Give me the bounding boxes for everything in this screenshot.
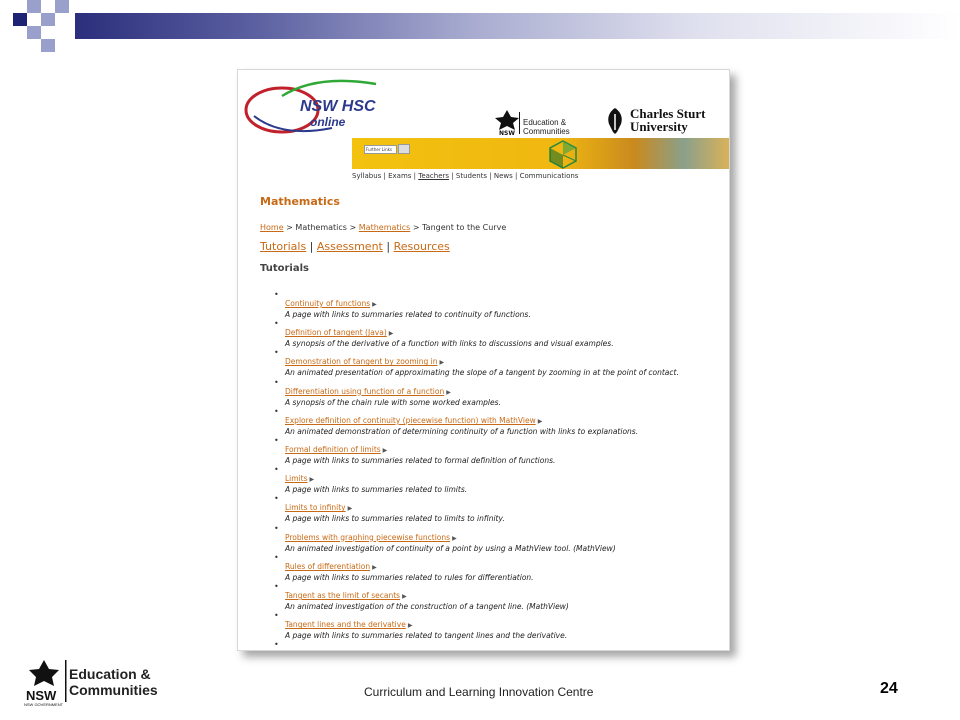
slide-header-bar [0, 0, 960, 56]
tutorial-link[interactable]: Formal definition of limits [285, 445, 381, 455]
header-square [55, 0, 69, 13]
tutorial-link[interactable]: Demonstration of tangent by zooming in [285, 357, 438, 367]
tutorial-item [274, 349, 719, 378]
svg-text:NSW: NSW [499, 130, 515, 136]
site-top-nav: Syllabus | Exams | Teachers | Students | News | Communications [352, 172, 579, 180]
section-title: Mathematics [260, 195, 340, 208]
csu-line1: Charles Sturt [630, 106, 706, 121]
breadcrumb-sep1: > Mathematics > [283, 223, 359, 232]
site-logo-subtitle: online [310, 115, 346, 129]
section-tabs: Tutorials | Assessment | Resources [260, 240, 450, 253]
tutorial-link[interactable]: Differentiation using function of a function [285, 386, 445, 396]
arrow-right-icon: ▶ [452, 534, 457, 542]
arrow-right-icon: ▶ [402, 593, 407, 601]
tutorial-item [274, 408, 719, 437]
tutorial-item [274, 291, 719, 320]
footer-text: Curriculum and Learning Innovation Centre [364, 685, 594, 699]
tutorial-description: An animated demonstration of determining continuity of a function with links to explanations. [285, 426, 639, 436]
tutorial-item [274, 495, 719, 524]
nav-communications[interactable]: Communications [519, 172, 579, 180]
breadcrumb-current: > Tangent to the Curve [410, 223, 507, 232]
tutorial-item [274, 554, 719, 583]
tutorial-item [274, 437, 719, 466]
arrow-right-icon: ▶ [388, 330, 394, 338]
tutorial-description: A synopsis of the derivative of a function with links to discussions and visual examples. [285, 339, 614, 349]
arrow-right-icon: ▶ [347, 505, 353, 513]
tutorial-description: An animated investigation of continuity of a point by using a MathView tool. (MathView) [285, 543, 616, 553]
arrow-right-icon: ▶ [372, 563, 377, 571]
tutorial-link[interactable]: Tangent as the limit of secants [285, 591, 401, 601]
header-square [13, 13, 27, 26]
arrow-right-icon: ▶ [446, 388, 451, 396]
tutorial-item [274, 320, 719, 349]
arrow-right-icon: ▶ [372, 301, 377, 308]
tutorial-description: A synopsis of the chain rule with some worked examples. [285, 397, 501, 407]
tutorial-link[interactable]: Definition of tangent (Java) [285, 328, 387, 338]
arrow-right-icon: ▶ [382, 447, 388, 455]
tab-assessment[interactable]: Assessment [316, 240, 383, 253]
tutorial-link[interactable]: Rules of differentiation [285, 561, 371, 571]
tutorial-item [274, 379, 719, 408]
site-banner [352, 138, 729, 169]
tutorial-item [274, 641, 719, 651]
tutorial-link[interactable]: Explore definition of continuity (piecewise function) with MathView [285, 415, 536, 425]
tutorial-link[interactable]: Limits [285, 474, 308, 484]
tutorial-link[interactable]: Continuity of functions [285, 299, 371, 308]
edu-logo-line2: Communities [523, 127, 570, 136]
breadcrumb-mathematics[interactable]: Mathematics [358, 223, 411, 232]
header-square [27, 0, 41, 13]
cube-graphic-icon [548, 139, 578, 169]
tutorial-description: A page with links to summaries related to limits to infinity. [285, 514, 505, 524]
tutorial-description: A page with links to summaries related to continuity of functions. [285, 310, 531, 319]
arrow-right-icon: ▶ [407, 622, 413, 630]
header-gradient [75, 13, 960, 39]
footer-logo-text [69, 666, 158, 698]
tutorial-link[interactable]: Tangent lines and the derivative [285, 620, 406, 630]
tutorial-description: An animated investigation of the construction of a tangent line. (MathView) [285, 602, 569, 612]
tutorials-heading: Tutorials [260, 263, 309, 274]
tutorial-link[interactable]: Problems with graphing piecewise functions [285, 532, 451, 542]
nav-news[interactable]: News [493, 172, 513, 180]
footer-nsw-gov: NSW GOVERNMENT [24, 702, 64, 707]
tutorial-item [274, 466, 719, 495]
site-logo-title: NSW HSC [300, 98, 376, 115]
breadcrumb [260, 223, 506, 232]
tutorial-description: An animated presentation of approximating the slope of a tangent by zooming in at the point of contact. [285, 368, 679, 378]
csu-logo-icon [603, 106, 627, 136]
footer-nsw-text: NSW [26, 688, 57, 703]
search-input[interactable]: Further Links [364, 145, 397, 154]
tutorial-list [274, 291, 719, 651]
tutorial-item [274, 612, 719, 641]
tutorial-description: A page with links to summaries related to limits. [285, 485, 468, 495]
tutorial-link[interactable] [285, 649, 431, 651]
search-go-button[interactable] [398, 144, 410, 154]
edu-logo-line1: Education & [523, 118, 567, 127]
tutorial-description: A page with links to summaries related to rules for differentiation. [285, 572, 534, 582]
csu-logo-text [630, 107, 705, 133]
nav-students[interactable]: Students [455, 172, 488, 180]
nav-exams[interactable]: Exams [388, 172, 412, 180]
tutorial-link[interactable]: Limits to infinity [285, 503, 346, 513]
header-square [41, 13, 55, 26]
edu-logo-text [523, 118, 570, 136]
nav-teachers[interactable]: Teachers [418, 172, 450, 180]
header-square [41, 39, 55, 52]
page-number: 24 [880, 680, 898, 697]
arrow-right-icon: ▶ [537, 417, 543, 425]
breadcrumb-home[interactable]: Home [260, 223, 284, 232]
tutorial-description: A page with links to summaries related to formal definition of functions. [285, 456, 556, 466]
tab-tutorials[interactable]: Tutorials [260, 240, 307, 253]
tutorial-item [274, 583, 719, 612]
website-screenshot [237, 69, 730, 651]
tab-resources[interactable]: Resources [393, 240, 450, 253]
csu-line2: University [630, 119, 688, 134]
tutorial-description: A page with links to summaries related to tangent lines and the derivative. [285, 631, 568, 641]
arrow-right-icon: ▶ [309, 476, 315, 484]
footer-logo-line2: Communities [69, 682, 158, 698]
header-square [27, 26, 41, 39]
nav-syllabus[interactable]: Syllabus [352, 172, 382, 180]
arrow-right-icon: ▶ [439, 359, 445, 367]
tutorial-item [274, 525, 719, 554]
footer-logo-line1: Education & [69, 666, 151, 682]
